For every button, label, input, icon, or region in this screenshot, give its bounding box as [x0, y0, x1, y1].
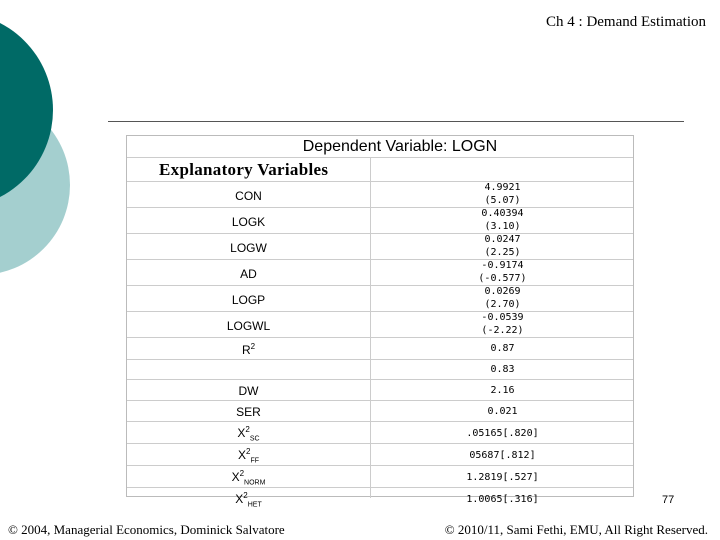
table-row-logwl	[127, 312, 633, 338]
tstat-value: (2.25)	[484, 247, 521, 258]
footer-right-copyright: © 2010/11, Sami Fethi, EMU, All Right Reserved.	[444, 522, 708, 537]
slide-header: Ch 4 : Demand Estimation	[546, 14, 706, 30]
x2het-label: $X^2_{HET}$	[235, 491, 262, 509]
table-row-ser	[127, 401, 633, 422]
table-row-x2het	[127, 488, 633, 510]
table-row-con	[127, 182, 633, 208]
tstat-value: (-0.577)	[478, 273, 527, 284]
x2sc-value: .05165[.820]	[466, 428, 539, 439]
var-label: LOGWL	[226, 319, 271, 333]
regression-table	[126, 135, 634, 509]
table-row-x2sc	[127, 422, 633, 444]
r2-label: $R^2$	[241, 342, 256, 357]
x2norm-label: $X^2_{NORM}$	[231, 469, 266, 487]
table-row-logk	[127, 208, 633, 234]
x2norm-value: 1.2819[.527]	[466, 472, 539, 483]
x2ff-value: 05687[.812]	[469, 450, 536, 461]
coef-value: -0.0539	[481, 312, 524, 323]
var-label: DW	[238, 384, 259, 398]
tstat-value: (2.70)	[484, 299, 521, 310]
table-row-logw	[127, 234, 633, 260]
table-row-logp	[127, 286, 633, 312]
footer-left-copyright: © 2004, Managerial Economics, Dominick Salvatore	[8, 522, 285, 537]
table-row-r2-adjusted	[127, 360, 633, 380]
horizontal-rule	[108, 121, 684, 122]
table-row-ad	[127, 260, 633, 286]
coef-value: 0.40394	[481, 208, 524, 219]
r2-value: 0.87	[490, 343, 515, 354]
decorative-circles	[0, 0, 80, 300]
var-label: LOGW	[230, 241, 267, 255]
tstat-value: (-2.22)	[481, 325, 524, 336]
table-row-x2norm	[127, 466, 633, 488]
var-label: CON	[235, 189, 262, 203]
coef-value: -0.9174	[481, 260, 524, 271]
var-label: AD	[240, 267, 257, 281]
r2-adjusted-value: 0.83	[490, 364, 515, 375]
explanatory-variables-label: Explanatory Variables	[159, 160, 329, 179]
tstat-value: (5.07)	[484, 195, 521, 206]
coef-value: 0.0269	[484, 286, 521, 297]
page-number: 77	[662, 494, 675, 506]
table-row-dw	[127, 380, 633, 401]
dw-value: 2.16	[490, 385, 515, 396]
ser-value: 0.021	[487, 406, 518, 417]
table-row-r2	[127, 338, 633, 360]
tstat-value: (3.10)	[484, 221, 521, 232]
explanatory-header-row	[127, 158, 633, 182]
table-row-x2ff	[127, 444, 633, 466]
coef-value: 4.9921	[484, 182, 521, 193]
x2sc-label: $X^2_{SC}$	[237, 425, 260, 443]
x2ff-label: $X^2_{FF}$	[237, 447, 260, 465]
dependent-variable-title: Dependent Variable: LOGN	[127, 136, 633, 158]
var-label: LOGP	[231, 293, 266, 307]
var-label: LOGK	[231, 215, 266, 229]
var-label: SER	[236, 405, 261, 419]
coef-value: 0.0247	[484, 234, 521, 245]
x2het-value: 1.0065[.316]	[466, 494, 539, 505]
